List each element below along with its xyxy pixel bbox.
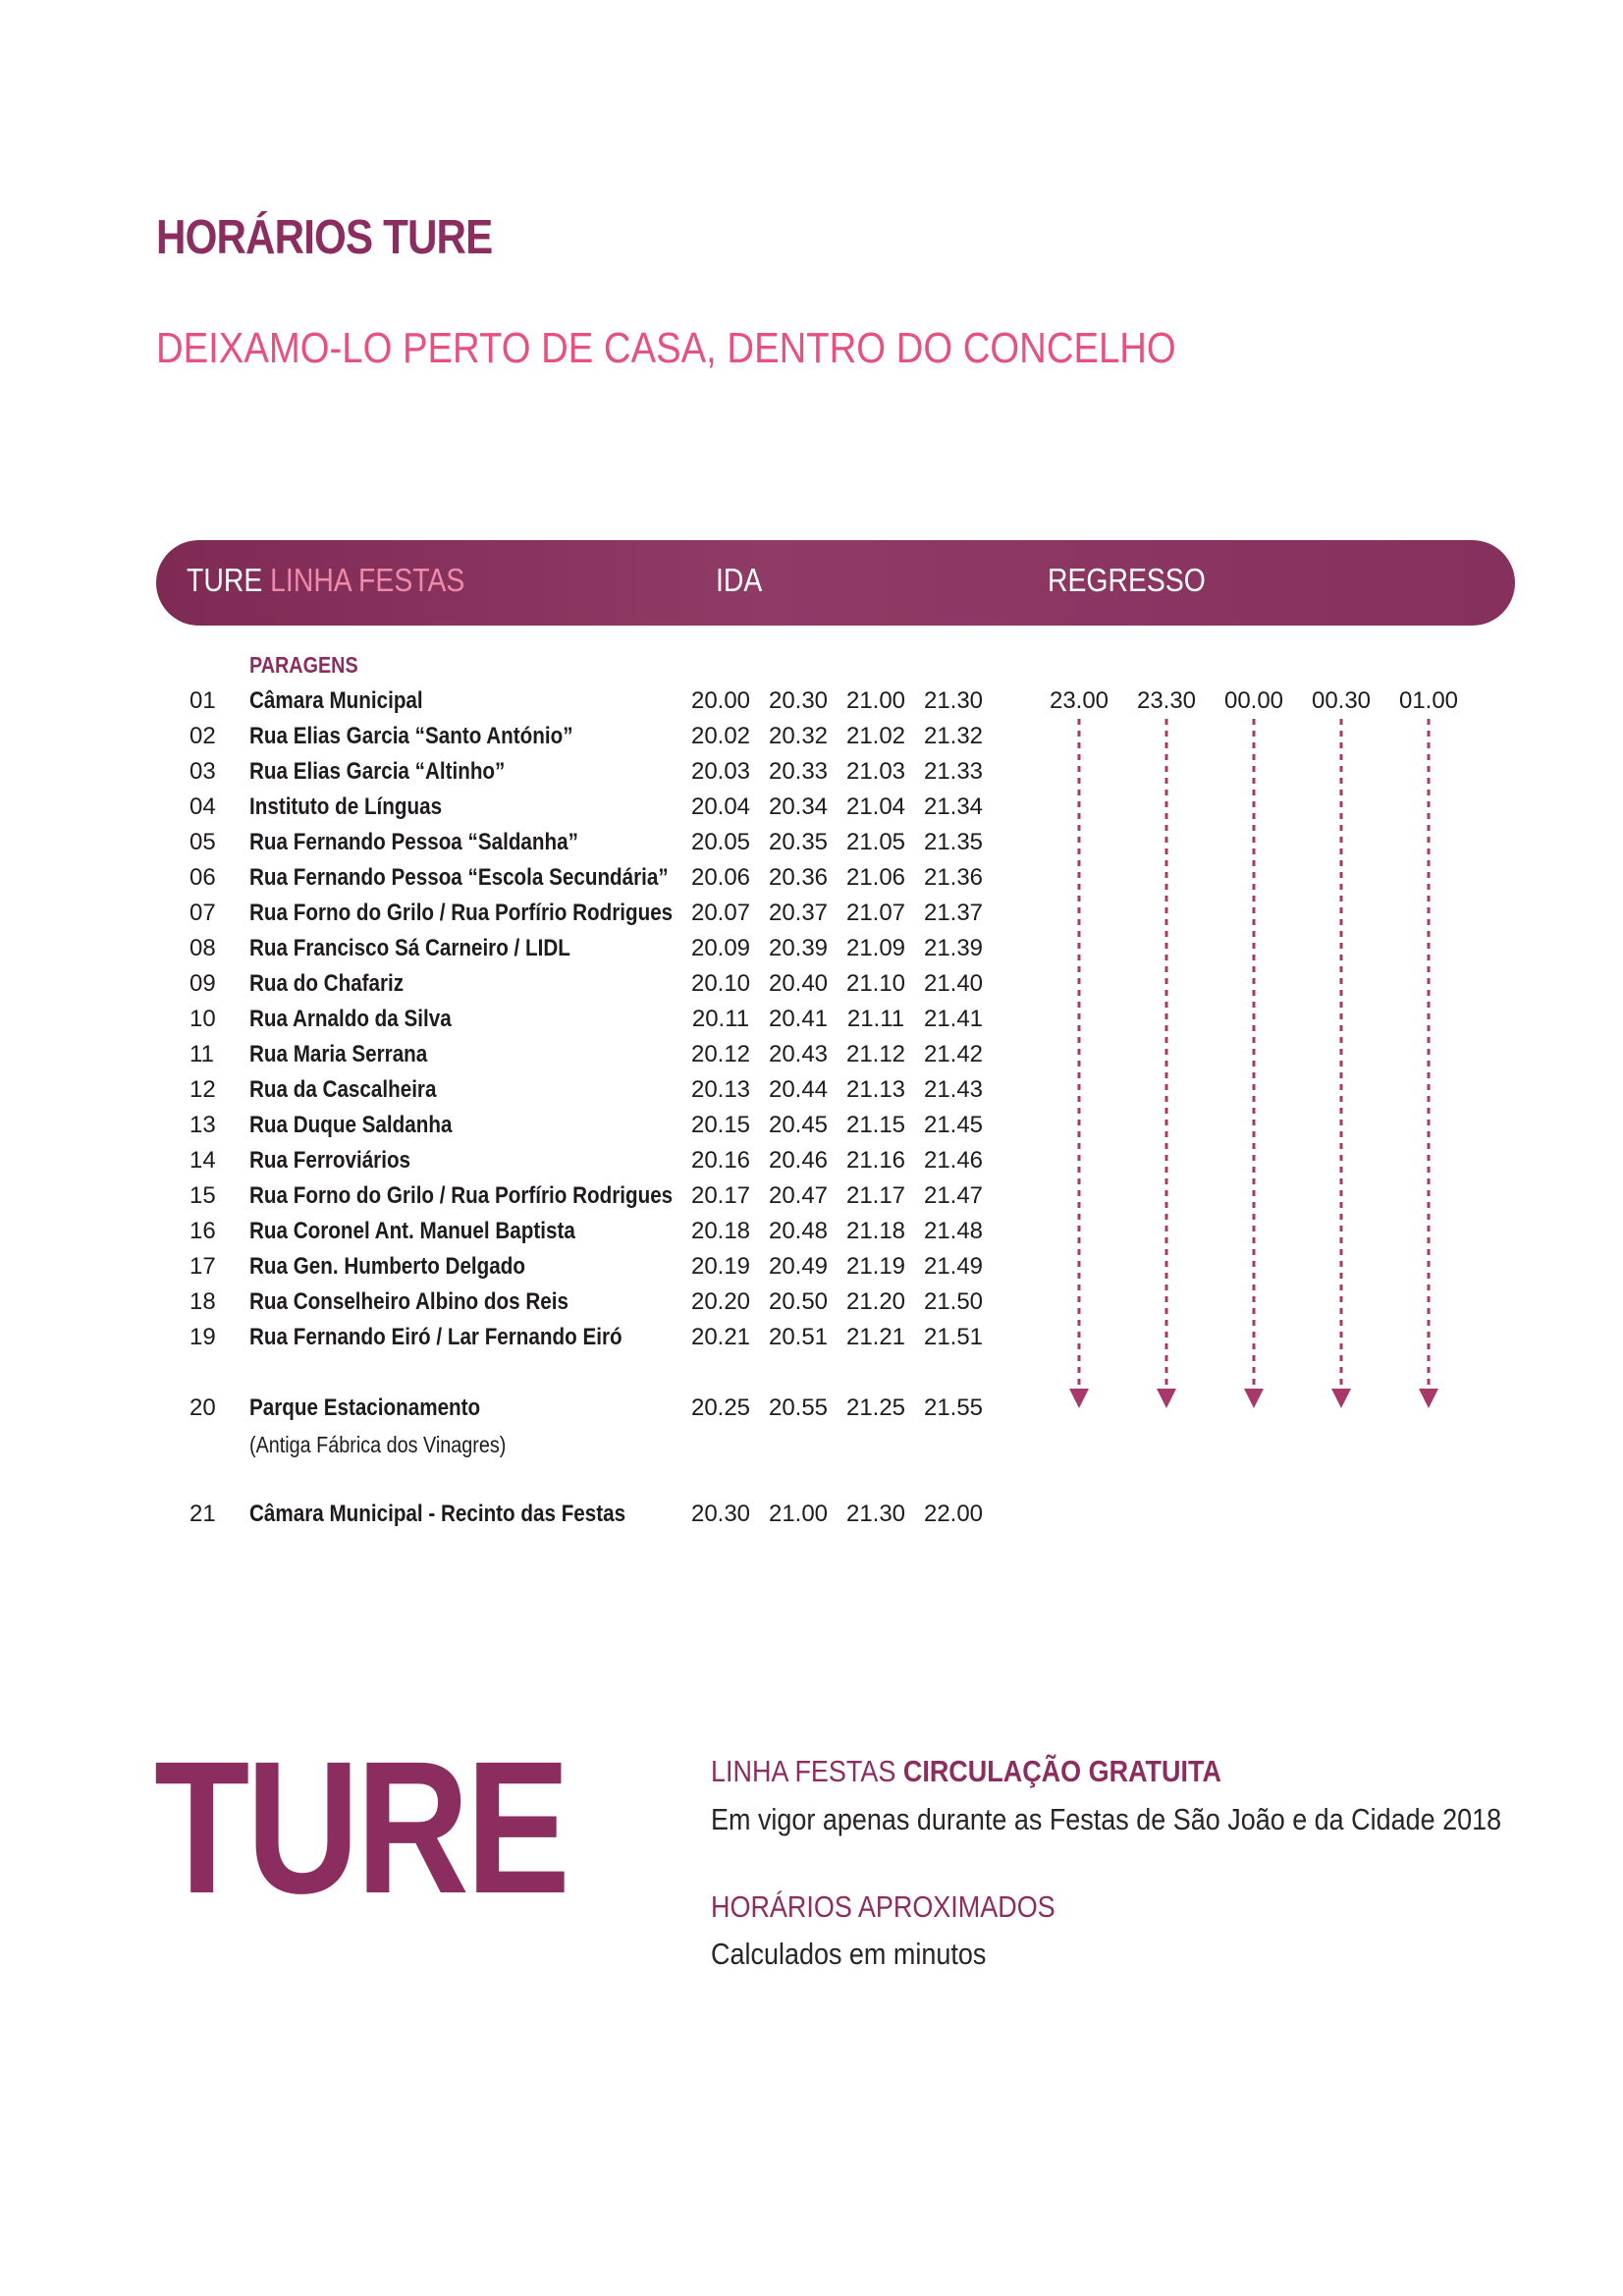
departure-time: 21.13 [845,1076,906,1103]
departure-time: 20.40 [768,970,829,997]
approx-title: HORÁRIOS APROXIMADOS [711,1889,1055,1924]
departure-time: 20.09 [690,935,751,961]
departure-time: 20.30 [690,1501,751,1527]
departure-time: 21.48 [923,1218,984,1244]
return-time: 23.30 [1136,687,1197,714]
departure-time: 20.07 [690,900,751,926]
departure-time: 20.41 [768,1006,829,1032]
stop-name: Rua Arnaldo da Silva [249,1006,452,1032]
stop-name: Rua Duque Saldanha [249,1112,453,1138]
arrow-down-icon [1419,1389,1438,1408]
departure-time: 21.00 [845,687,906,714]
departure-time: 20.00 [690,687,751,714]
departure-time: 20.46 [768,1147,829,1174]
free-service-line [711,1754,1221,1789]
stop-note: (Antiga Fábrica dos Vinagres) [249,1432,507,1457]
approx-note: Calculados em minutos [711,1937,987,1971]
departure-time: 20.21 [690,1324,751,1350]
departure-time: 21.39 [923,935,984,961]
return-time: 01.00 [1398,687,1459,714]
page-title: HORÁRIOS TURE [156,211,493,264]
departure-time: 20.17 [690,1182,751,1209]
departure-time: 20.04 [690,793,751,820]
departure-time: 20.13 [690,1076,751,1103]
departure-time: 21.43 [923,1076,984,1103]
validity-note: Em vigor apenas durante as Festas de São João e da Cidade 2018 [711,1802,1502,1836]
stop-name: Rua do Chafariz [249,970,405,997]
stop-name: Rua Forno do Grilo / Rua Porfírio Rodrigues [249,900,674,926]
return-time: 00.30 [1311,687,1372,714]
line-prefix: LINHA FESTAS [711,1754,903,1788]
departure-time: 21.36 [923,864,984,891]
departure-time: 21.21 [845,1324,906,1350]
departure-time: 20.32 [768,723,829,749]
departure-time: 20.18 [690,1218,751,1244]
departure-time: 21.55 [923,1394,984,1421]
arrow-down-icon [1244,1389,1264,1408]
departure-time: 20.49 [768,1253,829,1280]
stop-name: Instituto de Línguas [249,793,443,820]
departure-time: 21.07 [845,900,906,926]
departure-time: 20.12 [690,1041,751,1067]
departure-time: 20.50 [768,1288,829,1315]
departure-time: 20.45 [768,1112,829,1138]
departure-time: 21.00 [768,1501,829,1527]
stop-name: Rua Coronel Ant. Manuel Baptista [249,1218,575,1244]
departure-time: 20.11 [691,1006,750,1032]
arrow-down-icon [1069,1389,1089,1408]
stop-number: 16 [189,1218,216,1244]
departure-time: 21.42 [923,1041,984,1067]
departure-time: 21.34 [923,793,984,820]
stop-number: 15 [189,1182,216,1209]
departure-time: 20.10 [690,970,751,997]
stop-number: 11 [189,1041,214,1067]
departure-time: 20.36 [768,864,829,891]
arrow-down-icon [1157,1389,1176,1408]
stop-number: 05 [189,829,216,855]
stop-number: 08 [189,935,216,961]
stop-number: 07 [189,900,216,926]
departure-time: 20.03 [690,758,751,785]
departure-time: 20.55 [768,1394,829,1421]
departure-time: 21.02 [845,723,906,749]
departure-time: 21.45 [923,1112,984,1138]
departure-time: 21.50 [923,1288,984,1315]
departure-time: 21.11 [846,1006,905,1032]
stop-name: Rua Francisco Sá Carneiro / LIDL [249,935,570,961]
header-line-name: LINHA FESTAS [270,562,465,598]
departure-time: 21.04 [845,793,906,820]
departure-time: 21.46 [923,1147,984,1174]
stop-number: 03 [189,758,216,785]
departure-time: 21.33 [923,758,984,785]
stops-label: PARAGENS [249,652,358,678]
departure-time: 20.48 [768,1218,829,1244]
departure-time: 20.35 [768,829,829,855]
header-outbound: IDA [716,562,763,598]
departure-time: 20.47 [768,1182,829,1209]
stop-name: Rua Forno do Grilo / Rua Porfírio Rodrigues [249,1182,674,1209]
departure-time: 20.02 [690,723,751,749]
departure-time: 21.41 [923,1006,984,1032]
departure-time: 21.15 [845,1112,906,1138]
stop-name: Rua Fernando Pessoa “Escola Secundária” [249,864,669,891]
departure-time: 20.43 [768,1041,829,1067]
departure-time: 21.32 [923,723,984,749]
departure-time: 21.37 [923,900,984,926]
departure-time: 20.33 [768,758,829,785]
stop-name: Câmara Municipal [249,687,423,714]
departure-time: 21.49 [923,1253,984,1280]
stop-name: Rua Elias Garcia “Santo António” [249,723,573,749]
return-time: 23.00 [1049,687,1109,714]
header-brand: TURE [187,562,263,598]
stop-number: 12 [189,1076,216,1103]
stop-name: Rua Gen. Humberto Delgado [249,1253,525,1280]
stop-name: Rua Elias Garcia “Altinho” [249,758,506,785]
departure-time: 21.19 [845,1253,906,1280]
stop-number: 01 [189,687,216,714]
stop-number: 14 [189,1147,216,1174]
header-return: REGRESSO [1048,562,1206,598]
stop-name: Parque Estacionamento [249,1394,481,1421]
stop-name: Rua da Cascalheira [249,1076,437,1103]
departure-time: 21.16 [845,1147,906,1174]
departure-time: 21.47 [923,1182,984,1209]
departure-time: 21.35 [923,829,984,855]
departure-time: 21.18 [845,1218,906,1244]
free-service-highlight: CIRCULAÇÃO GRATUITA [902,1754,1221,1788]
stop-number: 17 [189,1253,216,1280]
departure-time: 20.19 [690,1253,751,1280]
departure-time: 21.06 [845,864,906,891]
departure-time: 21.05 [845,829,906,855]
departure-time: 20.06 [690,864,751,891]
departure-time: 21.51 [923,1324,984,1350]
departure-time: 20.37 [768,900,829,926]
stop-name: Rua Fernando Eiró / Lar Fernando Eiró [249,1324,622,1350]
departure-time: 21.30 [923,687,984,714]
stop-number: 21 [189,1501,216,1527]
stop-number: 19 [189,1324,216,1350]
departure-time: 20.16 [690,1147,751,1174]
return-time: 00.00 [1223,687,1284,714]
stop-number: 18 [189,1288,216,1315]
departure-time: 21.30 [845,1501,906,1527]
departure-time: 21.25 [845,1394,906,1421]
departure-time: 21.10 [845,970,906,997]
departure-time: 20.15 [690,1112,751,1138]
departure-time: 20.20 [690,1288,751,1315]
stop-name: Rua Ferroviários [249,1147,411,1174]
stop-name: Rua Conselheiro Albino dos Reis [249,1288,568,1315]
ture-logo: TURE [154,1722,568,1933]
stop-name: Rua Fernando Pessoa “Saldanha” [249,829,578,855]
arrow-down-icon [1331,1389,1351,1408]
departure-time: 20.25 [690,1394,751,1421]
departure-time: 20.05 [690,829,751,855]
stop-number: 04 [189,793,216,820]
departure-time: 21.09 [845,935,906,961]
stop-number: 02 [189,723,216,749]
departure-time: 21.03 [845,758,906,785]
stop-number: 20 [189,1394,216,1421]
departure-time: 21.12 [845,1041,906,1067]
departure-time: 20.39 [768,935,829,961]
departure-time: 20.34 [768,793,829,820]
stop-number: 10 [189,1006,216,1032]
departure-time: 20.44 [768,1076,829,1103]
stop-number: 09 [189,970,216,997]
stop-name: Rua Maria Serrana [249,1041,428,1067]
stop-number: 06 [189,864,216,891]
stop-number: 13 [189,1112,216,1138]
departure-time: 20.30 [768,687,829,714]
page-subtitle: DEIXAMO-LO PERTO DE CASA, DENTRO DO CONCELHO [156,324,1176,372]
departure-time: 22.00 [923,1501,984,1527]
departure-time: 21.20 [845,1288,906,1315]
departure-time: 21.17 [845,1182,906,1209]
departure-time: 20.51 [768,1324,829,1350]
stop-name: Câmara Municipal - Recinto das Festas [249,1501,626,1527]
departure-time: 21.40 [923,970,984,997]
